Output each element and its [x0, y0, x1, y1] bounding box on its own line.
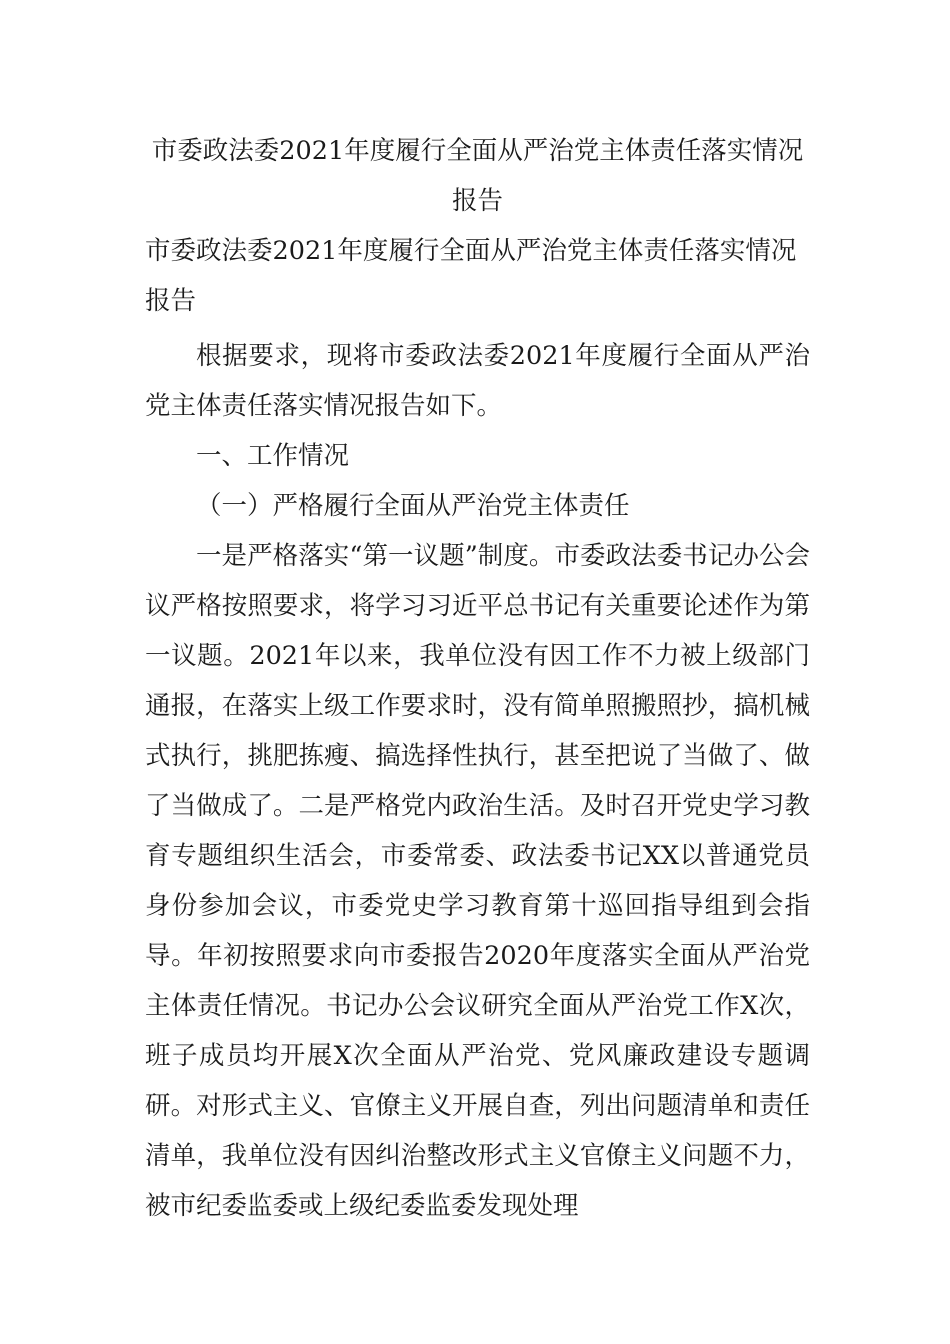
section-heading: 一、工作情况	[196, 441, 350, 471]
document-title-repeat: 市委政法委2021年度履行全面从严治党主体责任落实情况报告	[145, 236, 797, 316]
document-body	[145, 126, 810, 1231]
subsection-heading: （一）严格履行全面从严治党主体责任	[196, 491, 630, 521]
intro-paragraph: 根据要求，现将市委政法委2021年度履行全面从严治党主体责任落实情况报告如下。	[145, 341, 810, 421]
body-paragraph: 一是严格落实“第一议题”制度。市委政法委书记办公会议严格按照要求，将学习习近平总书记有关重要论述作为第一议题。2021年以来，我单位没有因工作不力被上级部门通报，在落实上级工作要求时，没有简单照搬照抄，搞机械式执行，挑肥拣瘦、搞选择性执行，甚至把说了当做了、做了当做成了。二是严格党内政治生活。及时召开党史学习教育专题组织生活会，市委常委、政法委书记XX以普通党员身份参加会议，市委党史学习教育第十巡回指导组到会指导。年初按照要求向市委报告2020年度落实全面从严治党主体责任情况。书记办公会议研究全面从严治党工作X次，班子成员均开展X次全面从严治党、党风廉政建设专题调研。对形式主义、官僚主义开展自查，列出问题清单和责任清单，我单位没有因纠治整改形式主义官僚主义问题不力，被市纪委监委或上级纪委监委发现处理	[145, 541, 810, 1221]
document-title: 市委政法委2021年度履行全面从严治党主体责任落实情况报告	[151, 136, 804, 216]
